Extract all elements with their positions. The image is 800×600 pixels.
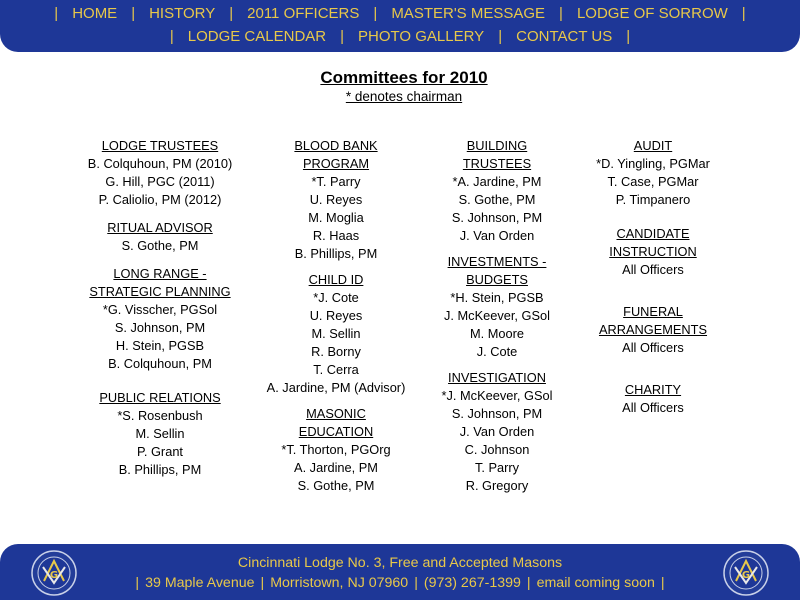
committee-member: B. Colquhoun, PM (2010) — [87, 156, 233, 171]
committee-member: M. Moore — [469, 326, 525, 341]
nav-link-lodge-calendar[interactable]: LODGE CALENDAR — [187, 28, 327, 45]
committee-name: BUILDING — [466, 138, 528, 153]
footer-separator: | — [260, 575, 265, 591]
committee-investments-budgets — [420, 253, 574, 361]
committee-member: G. Hill, PGC (2011) — [105, 174, 215, 189]
committee-public-relations — [62, 389, 258, 479]
committee-column-2 — [254, 137, 418, 503]
top-navigation — [0, 0, 800, 52]
committee-masonic-education — [254, 405, 418, 495]
committee-member: A. Jardine, PM — [294, 460, 378, 475]
committee-name: AUDIT — [633, 138, 673, 153]
committee-member: *T. Parry — [311, 174, 361, 189]
committee-member: P. Grant — [136, 444, 183, 459]
committee-member: U. Reyes — [309, 192, 363, 207]
nav-link-history[interactable]: HISTORY — [149, 5, 216, 22]
committee-member: All Officers — [622, 262, 684, 277]
committee-column-1 — [62, 137, 258, 487]
footer-phone: (973) 267-1399 — [423, 575, 521, 591]
committee-member: M. Sellin — [135, 426, 185, 441]
committee-member: R. Haas — [312, 228, 360, 243]
nav-separator: | — [741, 5, 746, 22]
nav-separator: | — [169, 28, 174, 45]
committee-name: CANDIDATE — [616, 226, 690, 241]
committee-member: *J. Cote — [313, 290, 359, 305]
nav-row-1 — [0, 5, 800, 22]
committee-name: BLOOD BANK — [294, 138, 378, 153]
nav-row-2 — [0, 28, 800, 45]
committee-member: *G. Visscher, PGSol — [102, 302, 218, 317]
committee-member: A. Jardine, PM (Advisor) — [266, 380, 406, 395]
nav-link-officers[interactable]: 2011 OFFICERS — [247, 5, 360, 22]
committee-funeral-arrangements — [580, 303, 726, 357]
committee-member: S. Gothe, PM — [121, 238, 199, 253]
footer-separator: | — [135, 575, 140, 591]
committee-name: CHARITY — [624, 382, 682, 397]
footer-email: email coming soon — [536, 575, 655, 591]
committee-member: S. Johnson, PM — [451, 210, 543, 225]
committee-name: STRATEGIC PLANNING — [89, 284, 231, 299]
nav-link-lodge-of-sorrow[interactable]: LODGE OF SORROW — [576, 5, 728, 22]
committee-name: LONG RANGE - — [113, 266, 207, 281]
page-heading — [0, 68, 800, 104]
footer — [0, 544, 800, 600]
footer-city: Morristown, NJ 07960 — [270, 575, 409, 591]
committee-name: INVESTIGATION — [448, 370, 546, 385]
committee-name: EDUCATION — [298, 424, 374, 439]
nav-link-masters-message[interactable]: MASTER'S MESSAGE — [391, 5, 546, 22]
committee-member: S. Johnson, PM — [451, 406, 543, 421]
nav-separator: | — [559, 5, 563, 22]
committee-child-id — [254, 271, 418, 397]
committee-column-4 — [580, 137, 726, 425]
committee-member: *T. Thorton, PGOrg — [281, 442, 391, 457]
nav-separator: | — [131, 5, 136, 22]
committee-name: CHILD ID — [308, 272, 364, 287]
committee-member: All Officers — [622, 340, 684, 355]
committee-name: INVESTMENTS - — [447, 254, 547, 269]
committee-name: MASONIC — [306, 406, 366, 421]
committee-member: J. Cote — [476, 344, 518, 359]
committee-member: S. Johnson, PM — [114, 320, 206, 335]
nav-separator: | — [229, 5, 234, 22]
committee-column-3 — [420, 137, 574, 503]
committee-long-range-planning — [62, 265, 258, 373]
committee-member: J. Van Orden — [459, 228, 535, 243]
chairman-note: * denotes chairman — [345, 89, 463, 104]
committee-name: FUNERAL — [623, 304, 683, 319]
contact-line — [0, 575, 800, 591]
nav-link-photo-gallery[interactable]: PHOTO GALLERY — [358, 28, 485, 45]
committee-name: INSTRUCTION — [609, 244, 697, 259]
committee-member: S. Gothe, PM — [458, 192, 536, 207]
committee-member: C. Johnson — [464, 442, 530, 457]
nav-separator: | — [373, 5, 378, 22]
committee-name: RITUAL ADVISOR — [107, 220, 213, 235]
nav-separator: | — [626, 28, 631, 45]
committee-member: B. Phillips, PM — [294, 246, 378, 261]
nav-link-home[interactable]: HOME — [72, 5, 118, 22]
footer-separator: | — [660, 575, 665, 591]
committee-member: *A. Jardine, PM — [452, 174, 542, 189]
seal-letter: G — [49, 570, 59, 581]
committee-member: T. Cerra — [313, 362, 359, 377]
committee-member: J. McKeever, GSol — [444, 308, 550, 323]
committee-member: *S. Rosenbush — [117, 408, 203, 423]
committee-member: P. Caliolio, PM (2012) — [98, 192, 222, 207]
committee-member: J. Van Orden — [459, 424, 535, 439]
committee-investigation — [420, 369, 574, 495]
committee-name: ARRANGEMENTS — [598, 322, 708, 337]
committee-member: P. Timpanero — [615, 192, 691, 207]
nav-separator: | — [340, 28, 345, 45]
committee-charity — [580, 381, 726, 417]
committee-member: T. Parry — [474, 460, 520, 475]
committee-building-trustees — [420, 137, 574, 245]
committee-name: PROGRAM — [302, 156, 370, 171]
committee-lodge-trustees — [62, 137, 258, 209]
nav-separator: | — [498, 28, 503, 45]
committee-blood-bank — [254, 137, 418, 263]
committee-audit — [580, 137, 726, 209]
nav-separator: | — [54, 5, 59, 22]
committee-member: B. Phillips, PM — [118, 462, 202, 477]
committee-member: M. Sellin — [311, 326, 361, 341]
footer-separator: | — [526, 575, 531, 591]
committee-name: BUDGETS — [466, 272, 528, 287]
nav-link-contact-us[interactable]: CONTACT US — [516, 28, 613, 45]
committee-member: *H. Stein, PGSB — [450, 290, 544, 305]
page-title: Committees for 2010 — [320, 68, 488, 87]
masonic-seal-icon — [722, 549, 770, 597]
committee-member: R. Borny — [311, 344, 361, 359]
committee-member: M. Moglia — [308, 210, 364, 225]
committee-name: PUBLIC RELATIONS — [99, 390, 221, 405]
committee-name: TRUSTEES — [462, 156, 532, 171]
committee-member: H. Stein, PGSB — [115, 338, 205, 353]
footer-address: 39 Maple Avenue — [145, 575, 255, 591]
committee-member: B. Colquhoun, PM — [108, 356, 212, 371]
committee-member: R. Gregory — [465, 478, 529, 493]
committee-member: U. Reyes — [309, 308, 363, 323]
committee-member: T. Case, PGMar — [607, 174, 699, 189]
committee-candidate-instruction — [580, 225, 726, 279]
lodge-name: Cincinnati Lodge No. 3, Free and Accepted Masons — [237, 555, 563, 571]
committee-name: LODGE TRUSTEES — [101, 138, 219, 153]
committee-member: All Officers — [622, 400, 684, 415]
seal-letter: G — [741, 570, 751, 581]
committee-member: S. Gothe, PM — [297, 478, 375, 493]
footer-separator: | — [414, 575, 418, 591]
committee-ritual-advisor — [62, 219, 258, 255]
committee-member: *J. McKeever, GSol — [441, 388, 553, 403]
committee-member: *D. Yingling, PGMar — [596, 156, 710, 171]
